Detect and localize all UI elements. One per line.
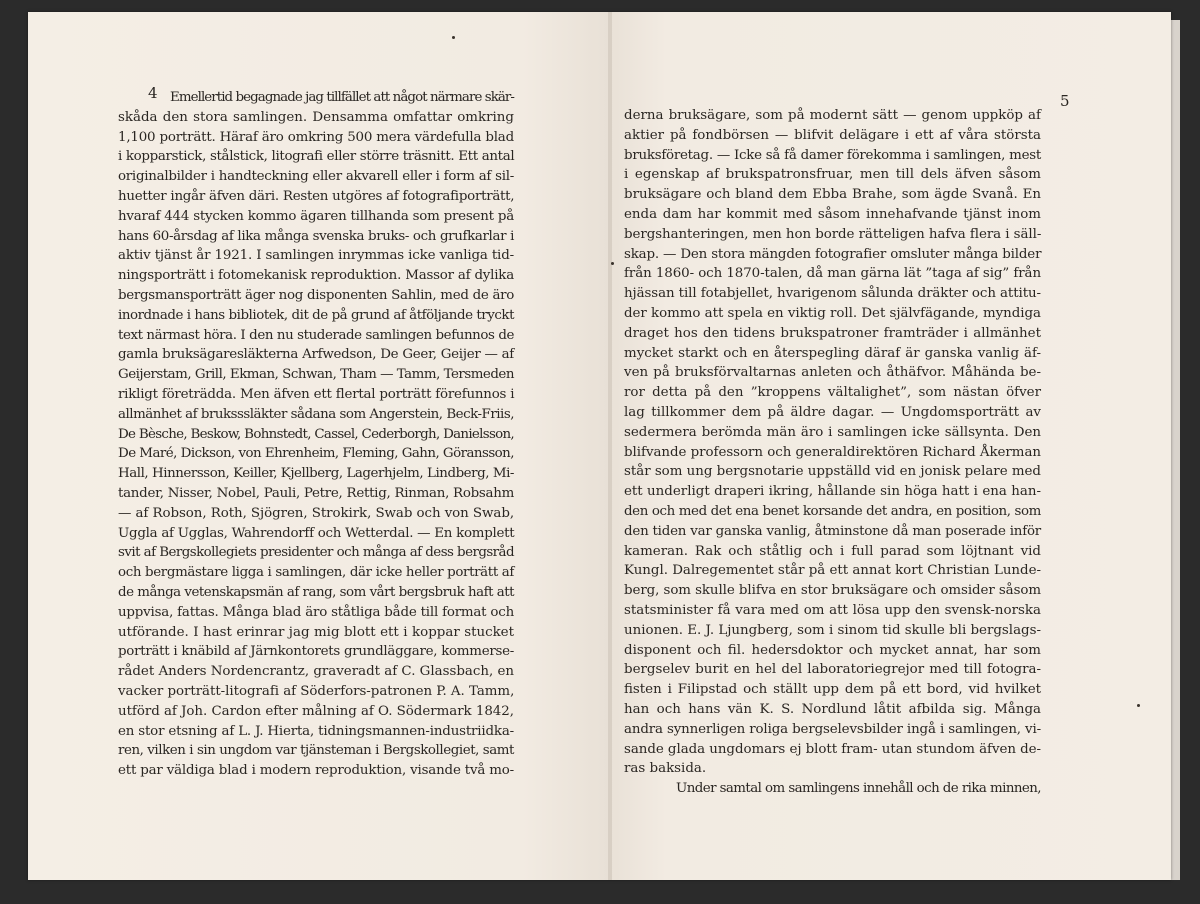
text-line: bergshanteringen, men hon borde rätteligen hafva flera i säll- — [624, 226, 1042, 242]
text-line: statsminister få vara med om att lösa upp den svensk-norska — [624, 602, 1041, 618]
text-line: en stor etsning af L. J. Hierta, tidningsmannen-industriidka- — [118, 723, 514, 739]
text-line: Under samtal om samlingens innehåll och de rika minnen, — [676, 781, 1041, 797]
text-line: ras baksida. — [624, 761, 707, 777]
text-line: rikligt företrädda. Men äfven ett flertal porträtt förefunnos i — [118, 386, 515, 402]
text-line: aktier på fondbörsen — blifvit delägare i ett af våra största — [624, 127, 1041, 143]
right-page-body-text — [624, 106, 1041, 799]
text-line: ven på bruksförvaltarnas anleten och åthäfvor. Måhända be- — [624, 365, 1041, 381]
right-page-number: 5 — [1060, 92, 1070, 110]
text-line: vacker porträtt-litografi af Söderfors-patronen P. A. Tamm, — [118, 683, 515, 699]
text-line: Emellertid begagnade jag tillfället att något närmare skär- — [170, 90, 514, 105]
text-line: den tiden var ganska vanlig, åtminstone då man poserade inför — [624, 523, 1041, 539]
paper-speck — [452, 36, 455, 39]
text-line: de många vetenskapsmän af rang, som vårt bergsbruk haft att — [118, 584, 514, 600]
text-line: kameran. Rak och ståtlig och i full parad som löjtnant vid — [624, 543, 1041, 559]
text-line: De Bèsche, Beskow, Bohnstedt, Cassel, Cederborgh, Danielsson, — [118, 426, 514, 442]
text-line: hvaraf 444 stycken kommo ägaren tillhanda som present på — [118, 208, 514, 224]
text-line: inordnade i hans bibliotek, dit de på grund af åtföljande tryckt — [118, 307, 514, 323]
text-line: hjässan till fotabjellet, hvarigenom sålunda dräkter och attitu- — [624, 286, 1041, 302]
text-line: och bergmästare ligga i samlingen, där icke heller porträtt af — [118, 565, 514, 581]
text-line: sedermera berömda män äro i samlingen icke sällsynta. Den — [624, 424, 1041, 440]
text-line: fisten i Filipstad och ställt upp dem på ett bord, vid hvilket — [624, 682, 1041, 698]
text-line: gamla bruksägaresläkterna Arfwedson, De Geer, Geijer — af — [118, 347, 514, 363]
text-line: hans 60-årsdag af lika många svenska bruks- och grufkarlar i — [118, 228, 514, 244]
text-line: skåda den stora samlingen. Densamma omfattar omkring — [118, 109, 514, 125]
text-line: text närmast höra. I den nu studerade samlingen befunnos de — [118, 327, 514, 343]
text-line: ren, vilken i sin ungdom var tjänsteman i Bergskollegiet, samt — [118, 743, 514, 759]
text-line: i egenskap af brukspatronsfruar, men till dels äfven såsom — [624, 167, 1041, 183]
text-line: lag tillkommer dem på äldre dagar. — Ungdomsporträtt av — [624, 404, 1041, 420]
paper-speck — [1137, 704, 1140, 707]
text-line: unionen. E. J. Ljungberg, som i sinom tid skulle bli bergslags- — [624, 622, 1041, 638]
text-line: bergsmansporträtt äger nog disponenten Sahlin, med de äro — [118, 287, 514, 303]
text-line: De Maré, Dickson, von Ehrenheim, Fleming, Gahn, Göransson, — [118, 446, 514, 462]
text-line: den och med det ena benet korsande det andra, en position, som — [624, 503, 1041, 519]
text-line: allmänhet af bruksssläkter sådana som Angerstein, Beck-Friis, — [118, 406, 514, 422]
text-line: bruksägare och bland dem Ebba Brahe, som ägde Svanå. En — [624, 187, 1041, 203]
text-line: originalbilder i handteckning eller akvarell eller i form af sil- — [118, 169, 514, 185]
text-line: andra synnerligen roliga bergselevsbilder ingå i samlingen, vi- — [624, 721, 1041, 737]
text-line: står som ung bergsnotarie uppställd vid en jonisk pelare med — [624, 464, 1041, 480]
text-line: draget hos den tidens brukspatroner framträder i allmänhet — [624, 325, 1041, 341]
text-line: mycket starkt och en återspegling däraf är ganska vanlig äf- — [624, 345, 1041, 361]
text-line: — af Robson, Roth, Sjögren, Strokirk, Swab och von Swab, — [118, 505, 514, 521]
text-line: han och hans vän K. S. Nordlund låtit afbilda sig. Många — [624, 701, 1041, 717]
text-line: bruksföretag. — Icke så få damer förekomma i samlingen, mest — [624, 147, 1041, 163]
text-line: derna bruksägare, som på modernt sätt — genom uppköp af — [624, 108, 1041, 123]
page-gutter — [608, 12, 612, 880]
text-line: Geijerstam, Grill, Ekman, Schwan, Tham — Tamm, Tersmeden — [118, 367, 514, 383]
text-line: bergselev burit en hel del laboratoriegrejor med till fotogra- — [624, 662, 1041, 678]
text-line: 1,100 porträtt. Häraf äro omkring 500 mera värdefulla blad — [118, 129, 514, 145]
text-line: skap. — Den stora mängden fotografier omsluter många bilder — [624, 246, 1042, 262]
text-line: utförd af Joh. Cardon efter målning af O. Södermark 1842, — [118, 703, 514, 719]
text-line: huetter ingår äfven däri. Resten utgöres af fotografiporträtt, — [118, 188, 515, 204]
text-line: utförande. I hast erinrar jag mig blott ett i koppar stucket — [118, 624, 514, 640]
text-line: från 1860- och 1870-talen, då man gärna lät ”taga af sig” från — [624, 266, 1041, 282]
text-line: der kommo att spela en viktig roll. Det självfägande, myndiga — [624, 305, 1041, 321]
text-line: ningsporträtt i fotomekanisk reproduktion. Massor af dylika — [118, 268, 514, 284]
text-line: Kungl. Dalregementet står på ett annat kort Christian Lunde- — [624, 563, 1041, 579]
text-line: disponent och fil. hedersdoktor och mycket annat, har som — [624, 642, 1041, 658]
text-line: porträtt i knäbild af Järnkontorets grundläggare, kommerse- — [118, 644, 514, 660]
text-line: svit af Bergskollegiets presidenter och många af dess bergsråd — [118, 545, 514, 561]
left-page-number: 4 — [148, 84, 158, 102]
text-line: uppvisa, fattas. Många blad äro ståtliga både till format och — [118, 604, 514, 620]
text-line: ror detta på den ”kroppens vältalighet”, som nästan öfver — [624, 385, 1041, 401]
text-line: tander, Nisser, Nobel, Pauli, Petre, Rettig, Rinman, Robsahm — [118, 485, 514, 501]
text-line: ett underligt draperi ikring, hållande sin höga hatt i ena han- — [624, 484, 1041, 500]
text-line: i kopparstick, stålstick, litografi eller större träsnitt. Ett antal — [118, 149, 515, 165]
text-line: aktiv tjänst år 1921. I samlingen inrymmas icke vanliga tid- — [118, 248, 514, 264]
text-line: berg, som skulle blifva en stor bruksägare och omsider såsom — [624, 583, 1041, 599]
text-line: rådet Anders Nordencrantz, graveradt af C. Glassbach, en — [118, 664, 514, 680]
text-line: sande glada ungdomars ej blott fram- utan stundom äfven de- — [624, 741, 1041, 757]
paper-speck — [611, 262, 614, 265]
text-line: blifvande professorn och generaldirektören Richard Åkerman — [624, 444, 1041, 460]
text-line: Uggla af Ugglas, Wahrendorff och Wetterdal. — En komplett — [118, 525, 515, 541]
text-line: Hall, Hinnersson, Keiller, Kjellberg, Lagerhjelm, Lindberg, Mi- — [118, 466, 514, 482]
text-line: enda dam har kommit med såsom innehafvande tjänst inom — [624, 206, 1041, 222]
text-line: ett par väldiga blad i modern reproduktion, visande två mo- — [118, 763, 514, 779]
left-page-body-text — [118, 88, 514, 781]
